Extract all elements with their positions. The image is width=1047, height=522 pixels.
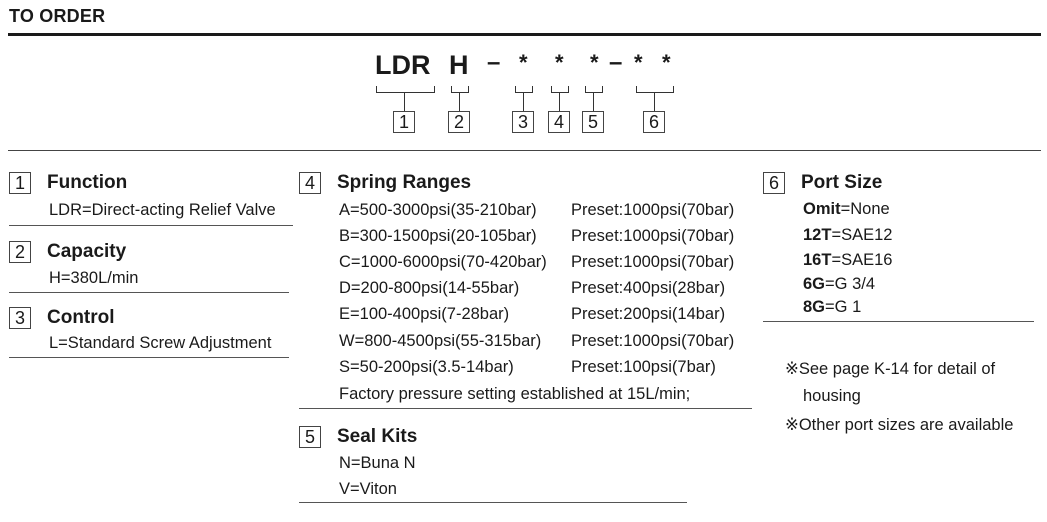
- port-number: 6: [763, 172, 785, 194]
- spring-preset-c: Preset:1000psi(70bar): [571, 253, 735, 271]
- function-number: 1: [9, 172, 31, 194]
- function-underline: [9, 225, 293, 226]
- spring-note: Factory pressure setting established at 15L/min;: [339, 385, 691, 403]
- model-code-ldr: LDR: [375, 50, 431, 80]
- port-code-12t: 12T: [803, 226, 832, 244]
- capacity-underline: [9, 292, 289, 293]
- port-value-12t: =SAE12: [831, 226, 893, 244]
- model-number-3: 3: [512, 111, 534, 133]
- port-item-8g: [803, 298, 861, 317]
- spring-preset-a: Preset:1000psi(70bar): [571, 201, 735, 219]
- port-underline: [763, 321, 1034, 322]
- spring-range-s: S=50-200psi(3.5-14bar): [339, 358, 514, 376]
- bracket-3: [515, 86, 533, 93]
- port-code-omit: Omit: [803, 200, 841, 218]
- spring-range-a: A=500-3000psi(35-210bar): [339, 201, 537, 219]
- spring-range-e: E=100-400psi(7-28bar): [339, 305, 510, 323]
- spring-range-d: D=200-800psi(14-55bar): [339, 279, 520, 297]
- bracket-stem-1: [404, 93, 405, 111]
- bracket-5: [585, 86, 603, 93]
- bracket-stem-2: [459, 93, 460, 111]
- port-value-omit: =None: [840, 200, 890, 218]
- port-value-8g: =G 1: [825, 298, 862, 316]
- page-heading: TO ORDER: [9, 6, 106, 26]
- section-divider: [8, 150, 1041, 151]
- bracket-stem-4: [559, 93, 560, 111]
- note-housing-line1: ※See page K-14 for detail of: [785, 360, 996, 378]
- spring-preset-b: Preset:1000psi(70bar): [571, 227, 735, 245]
- model-number-1: 1: [393, 111, 415, 133]
- control-number: 3: [9, 307, 31, 329]
- model-code-h: H: [449, 50, 469, 80]
- port-item-16t: [803, 251, 892, 270]
- control-title: Control: [47, 307, 115, 328]
- capacity-number: 2: [9, 241, 31, 263]
- control-item: L=Standard Screw Adjustment: [49, 334, 272, 352]
- bracket-6: [636, 86, 674, 93]
- capacity-item: H=380L/min: [49, 269, 139, 287]
- seal-number: 5: [299, 426, 321, 448]
- model-star-5: *: [590, 50, 599, 75]
- spring-preset-s: Preset:100psi(7bar): [571, 358, 716, 376]
- port-item-omit: [803, 200, 890, 219]
- function-title: Function: [47, 172, 128, 193]
- function-item: LDR=Direct-acting Relief Valve: [49, 201, 276, 219]
- spring-range-c: C=1000-6000psi(70-420bar): [339, 253, 547, 271]
- spring-range-b: B=300-1500psi(20-105bar): [339, 227, 537, 245]
- bracket-4: [551, 86, 569, 93]
- model-number-6: 6: [643, 111, 665, 133]
- seal-item-v: V=Viton: [339, 480, 397, 498]
- note-other-ports: ※Other port sizes are available: [785, 416, 1014, 434]
- model-number-2: 2: [448, 111, 470, 133]
- control-underline: [9, 357, 289, 358]
- model-number-4: 4: [548, 111, 570, 133]
- heading-rule: [8, 33, 1041, 36]
- port-item-12t: [803, 226, 892, 245]
- port-title: Port Size: [801, 172, 883, 193]
- bracket-1: [376, 86, 435, 93]
- model-dash-1: –: [487, 49, 501, 76]
- spring-range-w: W=800-4500psi(55-315bar): [339, 332, 542, 350]
- port-item-6g: [803, 275, 875, 294]
- model-star-6a: *: [634, 50, 643, 75]
- note-housing-line2: housing: [803, 387, 861, 405]
- port-code-16t: 16T: [803, 251, 832, 269]
- seal-item-n: N=Buna N: [339, 454, 416, 472]
- port-code-6g: 6G: [803, 275, 826, 293]
- spring-preset-d: Preset:400psi(28bar): [571, 279, 726, 297]
- model-star-3: *: [519, 50, 528, 75]
- seal-title: Seal Kits: [337, 426, 418, 447]
- spring-underline: [299, 408, 752, 409]
- bracket-stem-5: [593, 93, 594, 111]
- bracket-stem-3: [523, 93, 524, 111]
- port-code-8g: 8G: [803, 298, 826, 316]
- bracket-stem-6: [654, 93, 655, 111]
- port-value-6g: =G 3/4: [825, 275, 876, 293]
- spring-preset-w: Preset:1000psi(70bar): [571, 332, 735, 350]
- model-star-4: *: [555, 50, 564, 75]
- spring-number: 4: [299, 172, 321, 194]
- model-dash-2: –: [609, 49, 623, 76]
- model-number-5: 5: [582, 111, 604, 133]
- bracket-2: [451, 86, 469, 93]
- spring-title: Spring Ranges: [337, 172, 472, 193]
- spring-preset-e: Preset:200psi(14bar): [571, 305, 726, 323]
- model-star-6b: *: [662, 50, 671, 75]
- port-value-16t: =SAE16: [831, 251, 893, 269]
- capacity-title: Capacity: [47, 241, 127, 262]
- seal-underline: [299, 502, 687, 503]
